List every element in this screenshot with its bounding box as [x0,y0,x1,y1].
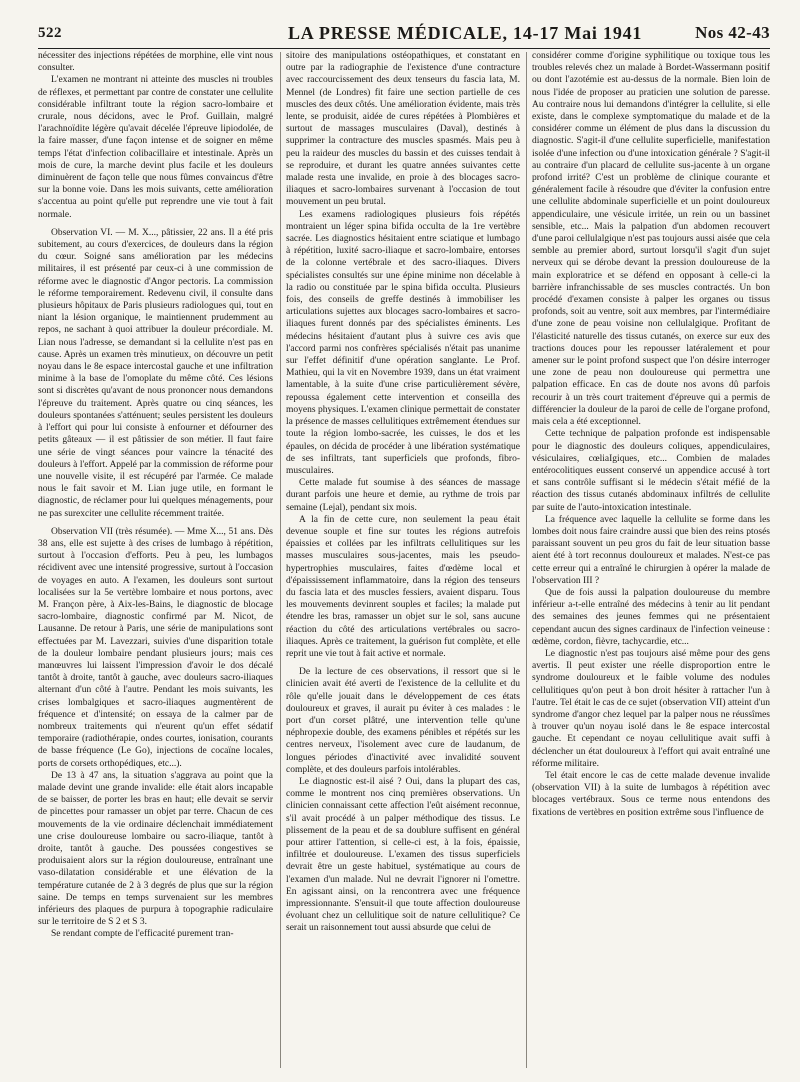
column-divider [280,52,281,1068]
journal-title: LA PRESSE MÉDICALE, 14-17 Mai 1941 [288,23,643,43]
paragraph: Se rendant compte de l'efficacité purement tran- [51,929,234,940]
paragraph: considérer comme d'origine syphilitique ou toxique tous les troubles relevés chez un malade à Bordet-Wassermann positif ou dont l'azotémie est au-dessus de la normale. Bien loin de nous l'idée de proposer au praticien une solution de paresse. Au contraire nous lui demandons d'intégrer la cellulite, si elle existe, dans le complexe symptomatique du malade et de la considérer comme un élément de plus dans la discussion du diagnostic. S'agit-il d'une cellulite superficielle, manifestation isolée d'une infection ou d'une intoxication générale ? S'agit-il au contraire d'un placard de cellulite sus-jacente à un organe profond irrité? C'est un problème de clinique courante et généralement facile à résoudre que d'éviter la confusion entre une cellulite abdominale superficielle et un point douloureux appendiculaire, une vésicule irritée, un rein ou un bassinet sensible, etc... Mais la palpation d'un abdomen recouvert d'une paroi cellulalgique n'est pas toujours aussi aisée que cela semble au premier abord, surtout lorsqu'il s'agit d'un sujet nerveux qui se dérobe devant la pression douloureuse de la main exploratrice et se défend en opposant à celle-ci la barrière infranchissable de ses muscles contractés. Un bon procédé d'examen consiste à palper les organes ou tissus profonds, soit au ventre, soit aux membres, par l'intermédiaire d'une zone de peau voisine non cellulalgique. Profitant de l'élasticité naturelle des tissus cutanés, on exerce sur eux des tractions douces pour les repousser latéralement et pour amener sur le point profond suspect que l'on désire interroger une zone de peau non douloureuse qui permettra une palpation efficace. En cas de doute nos avons dû parfois recourir à un très court traitement d'épreuve qui a permis de différencier la douleur de la paroi de celle de l'organe profond, mais cela a été exceptionnel. [532,51,770,428]
issue-number: Nos 42-43 [695,23,770,42]
paragraph: nécessiter des injections répétées de morphine, elle vint nous consulter. [38,51,273,74]
paragraph: De la lecture de ces observations, il ressort que si le clinicien avait été averti de l'existence de la cellulite et du rôle qu'elle jouait dans le développement de ces états douloureux et graves, il aurait pu éviter à ces malades : le port d'un corset plâtré, une intervention telle qu'une néphropexie double, des examens pénibles et répétés sur les centres nerveux, l'isolement avec cure de laudanum, de longues périodes d'inactivité avec invalidité souvent complète, et des douleurs parfois intolérables. [286,667,520,775]
observation-paragraph: Observation VI. — M. X..., pâtissier, 22 ans. Il a été pris subitement, au cours d'exercices, de douleurs dans la région du cœur. Soigné sans amélioration par les médecins militaires, il est présenté par ceux-ci à une commission de réforme avec le diagnostic d'Angor pectoris. La commission le réforme temporairement. Redevenu civil, il consulte dans plusieurs hôpitaux de Paris plusieurs radiologues qui, tout en niant la lésion organique, le maintiennent prudemment au repos, ne sachant à quoi attribuer la douleur précordiale. M. Lian nous l'adresse, se demandant si la cellulite n'est pas en cause. Après un examen très minutieux, on découvre un petit noyau dans le 8e espace intercostal gauche et une infiltration minime à la base de l'omoplate du même côté. Ces lésions sont si discrètes qu'avant de nous prononcer nous demandons l'épreuve du traitement. Après quatre ou cinq séances, les douleurs spontanées s'atténuent; seules persistent les douleurs à l'effort qui pour lui consiste à enfourner et défourner des petits gâteaux — il est pâtissier de son métier. Il faut faire une série de vingt séances pour vaincre la ténacité des douleurs à l'effort. Appelé par la commission de réforme pour une nouvelle visite, il est récupéré par l'armée. Ce malade nous le fait savoir et M. Lian juge utile, en formant le diagnostic, de réclamer pour lui quelques ménagements, pour ne pas surexciter une cellulite récemment traitée. [38,227,273,519]
paragraph: L'examen ne montrant ni atteinte des muscles ni troubles de réflexes, et permettant par contre de constater une cellulite considérable infiltrant toute la région sacro-lombaire et crurale, nous décidons, avec le Prof. Guillain, malgré l'arachnoïdite légère qu'avait décelée l'épreuve lipiodolée, de la faire masser, d'une façon intense et de soigner en même temps l'état d'infection colibacillaire et intestinale. Après un mois de cure, la marche devint plus facile et les douleurs diminuèrent de façon telle que nous fûmes convaincus d'être sur la bonne voie. Dans les mois suivants, cette amélioration s'accentua au point qu'elle put reprendre une vie tout à fait normale. [38,75,273,220]
paragraph: De 13 à 47 ans, la situation s'aggrava au point que la malade devint une grande invalide: elle était alors incapable de se baisser, de porter les bras en haut; elle devait se servir de pincettes pour ramasser un objet par terre. Chacun de ces mouvements de la vie ordinaire déclenchait immédiatement une crise douloureuse lombaire ou sacro-iliaque, tantôt à droite, tantôt à gauche. Des poussées congestives se produisaient alors sur la région douloureuse, entraînant une vaso-dilatation considérable et une élévation de la température cutanée de 2 à 3 degrés de plus que sur la région saine. De temps en temps survenaient sur les membres inférieurs des plaques de purpura à topographie radiculaire sur le territoire de S 2 et S 3. [38,770,273,928]
paragraph: La fréquence avec laquelle la cellulite se forme dans les lombes doit nous faire craindre aussi que bien des reins ptosés paraissant souvent un peu gros du fait de leur situation basse aient été à tort reconnus douloureux et malades. N'est-ce pas cette erreur qui a entraîné le chirurgien à opérer la malade de l'observation III ? [532,514,770,586]
observation-paragraph: Observation VII (très résumée). — Mme X..., 51 ans. Dès 38 ans, elle est sujette à des crises de lumbago à répétition, surtout à l'occasion d'efforts. Peu à peu, les lumbagos récidivent avec une intensité progressive, surtout à l'occasion de voyages en auto. A l'examen, les douleurs sont surtout localisées sur la 5e vertèbre lombaire et nous portons, avec M. Françon père, à Aix-les-Bains, le diagnostic de blocage sacro-lombaire, diagnostic confirmé par M. Nicot, de Lausanne. De retour à Paris, une série de manipulations sont effectuées par M. Lavezzari, suivies d'une disparition totale de la douleur lombaire pendant plusieurs jours; mais ces manœuvres lui laissent l'impression d'avoir le dos décalé tantôt à droite, tantôt à gauche, avec douleurs sacro-iliaques alternant d'un côté à l'autre. Pendant les mois suivants, les crises lombalgiques et sacro-iliaques augmentèrent de fréquence et d'intensité; on essaya de la calmer par de nombreux traitements qui n'eurent qu'un effet sédatif temporaire (radiothérapie, ondes courtes, ionisation, courants de basse fréquence (Le Go), injections de cocaïne locales, ports de corsets orthopédiques, etc...). [38,526,273,769]
page-number: 522 [38,25,62,41]
text-column-1 [38,50,273,1074]
paragraph: Les examens radiologiques plusieurs fois répétés montraient un léger spina bifida occulta de la 1re vertèbre sacrée. Les diagnostics hésitaient entre sciatique et lumbago à répétition, luxité sacro-iliaque et sacro-lombaire, entorses de la colonne vertébrale et des sacro-iliaques. Divers spécialistes consultés sur une épine minime non décelable à la radio ou constituée par le spina bifida occulta. Plusieurs fois, des conseils de greffe destinés à immobiliser les articulations sujettes aux blocages sacro-lombaires et sacro-iliaques furent donnés par des spécialistes éminents. Les médecins hésitaient d'autant plus à suivre ces avis que l'accord parmi nos confrères spécialisés n'était pas unanime sur l'effet définitif d'une opération sanglante. Le Prof. Mathieu, qui la vit en Novembre 1939, dans un état vraiment lamentable, à la suite d'une crise particulièrement sévère, repoussa également cette intervention et conseilla des moyens physiques. L'examen clinique permettait de constater la présence de masses cellulitiques extrêmement étendues sur toute la région lombo-sacrée, les cuisses, le dos et les épaules, on décida de procéder à une libération systématique de ses infiltrats, tant superficiels que profonds, fibro-musculaires. [286,209,520,476]
text-column-3 [532,50,770,1074]
paragraph: Cette malade fut soumise à des séances de massage durant parfois une heure et demie, au rythme de trois par semaine (Lejal), pendant six mois. [286,478,520,513]
column-divider [526,52,527,1068]
page-header [38,22,770,49]
paragraph: Cette technique de palpation profonde est indispensable pour le diagnostic des douleurs coliques, appendiculaires, vésiculaires, cœliaIgiques, etc... Combien de malades entérocolitiques eussent conservé un appendice accusé à tort et sans contrôle suffisant si le médecin s'était méfié de la réaction des tissus cutanés abdominaux infiltrés de cellulite par suite de l'auto-intoxication intestinale. [532,429,770,513]
paragraph: Le diagnostic n'est pas toujours aisé même pour des gens avertis. Il peut exister une réelle disproportion entre le syndrome douloureux et le faible volume des nodules cellulitiques qu'on peut à bon droit hésiter à rattacher l'un à l'autre. Tel était le cas de ce sujet (observation VII) atteint d'un syndrome d'angor chez lequel par la palper nous ne réussîmes à trouver qu'un noyau isolé dans le 8e espace intercostal gauche. Et cependant ce noyau cellulitique avait suffi à déclencher un état douloureux à l'effort qui avait entraîné une réforme militaire. [532,648,770,769]
paragraph: Tel était encore le cas de cette malade devenue invalide (observation VII) à la suite de lumbagos à répétition avec blocages vertébraux. Sous ce terme nous entendons des fixations de vertèbres en position extrême sous l'influence de [532,770,770,818]
paragraph: Le diagnostic est-il aisé ? Oui, dans la plupart des cas, comme le montrent nos cinq premières observations. Un clinicien connaissant cette affection l'eût aisément reconnue, s'il avait procédé à un palper méthodique des tissus. Le plissement de la peau et de sa doublure suffisent en général pour attirer l'attention, si celle-ci est, à la fois, épaissie, infiltrée et douloureuse. L'examen des tissus superficiels devrait être un geste habituel, systématique au cours de l'examen d'un malade. Nul ne devrait l'ignorer ni l'omettre. En agissant ainsi, on la rencontrera avec une fréquence impressionnante. S'ensuit-il que toute affection douloureuse évoluant chez un cellulitique soit de nature cellulitique? Ce serait un raisonnement tout aussi absurde que celui de [286,776,520,934]
paragraph: sitoire des manipulations ostéopathiques, et constatant en outre par la radiographie de l'existence d'une contracture avec raccourcissement des deux tenseurs du fascia lata, M. Mennel (de Londres) fit faire une section partielle de ces muscles des deux côtés. Une amélioration évidente, mais très lente, se produisit, aidée de cures répétées à Plombières et surtout de massages musculaires (Daval), destinés à supprimer la contracture des muscles spasmés. Mais peu à peu la raideur des muscles du bassin et des cuisses tendait à se reproduire, et durant les quatre années suivantes cette malade resta une invalide, en proie à des blocages sacro-iliaques et sacro-lombaires survenant à l'occasion de tout mouvement un peu brutal. [286,51,520,208]
text-column-2 [286,50,520,1074]
paragraph: Que de fois aussi la palpation douloureuse du membre inférieur a-t-elle entraîné des médecins à tenir au lit pendant des semaines des jeunes femmes qui ne présentaient cependant aucun des signes cardinaux de l'infection veineuse : œdème, cordon, fièvre, tachycardie, etc... [532,587,770,647]
paragraph: A la fin de cette cure, non seulement la peau était devenue souple et fine sur toutes les régions autrefois épaissies et collées par les infiltrats cellulitiques sur les masses musculaires sous-jacentes, mais les pseudo-hypertrophies musculaires, faites d'œdème local et d'épaississement inflammatoire, dans la région des tenseurs du fascia lata et des muscles fessiers, avaient disparu. Tous les mouvements devinrent souples et faciles; la malade put étendre les bras, ramasser un objet sur le sol, sans aucune réaction du côté des articulations vertébrales ou sacro-iliaques. Après ce traitement, la guérison fut complète, et elle reprit une vie tout à fait active et normale. [286,514,520,659]
